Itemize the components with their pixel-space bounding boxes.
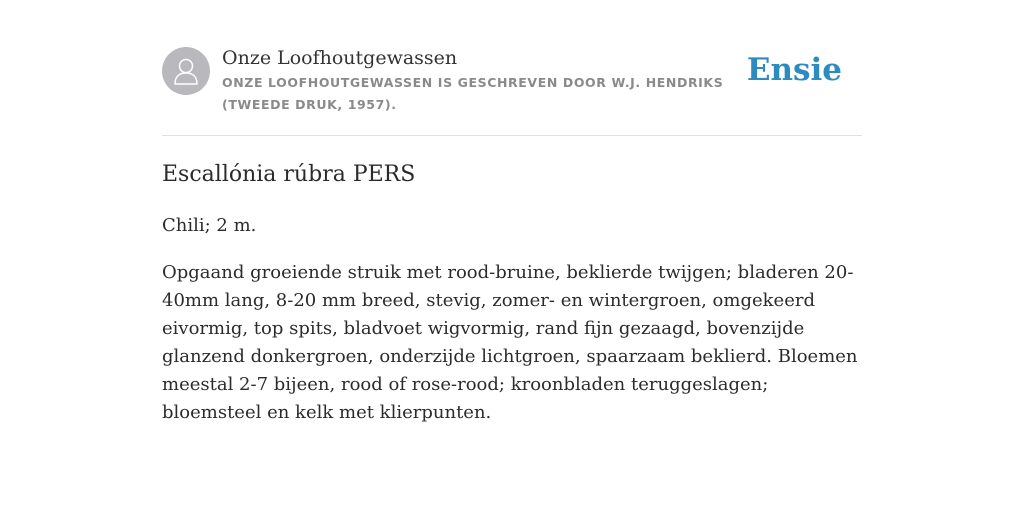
header-divider xyxy=(162,135,862,136)
author-header xyxy=(162,46,862,116)
author-avatar[interactable] xyxy=(162,47,210,95)
author-description: ONZE LOOFHOUTGEWASSEN IS GESCHREVEN DOOR W.J. HENDRIKS (TWEEDE DRUK, 1957). xyxy=(222,75,724,112)
article-body: Opgaand groeiende struik met rood-bruine, beklierde twijgen; bladeren 20-40mm lang, 8-20 mm breed, stevig, zomer- en wintergroen, omgekeerd eivormig, top spits, bladvoet wigvormig, rand fijn gezaagd, bovenzijde glanzend donkergroen, onderzijde lichtgroen, spaarzaam beklierd. Bloemen meestal 2-7 bijeen, rood of rose-rood; kroonbladen teruggeslagen; bloemsteel en kelk met klierpunten. xyxy=(162,262,858,423)
author-name[interactable]: Onze Loofhoutgewassen xyxy=(222,47,458,69)
article-meta: Chili; 2 m. xyxy=(162,215,257,236)
user-avatar-icon xyxy=(172,56,200,86)
brand-logo[interactable]: Ensie xyxy=(746,52,842,88)
article-title: Escallónia rúbra PERS xyxy=(162,162,416,187)
